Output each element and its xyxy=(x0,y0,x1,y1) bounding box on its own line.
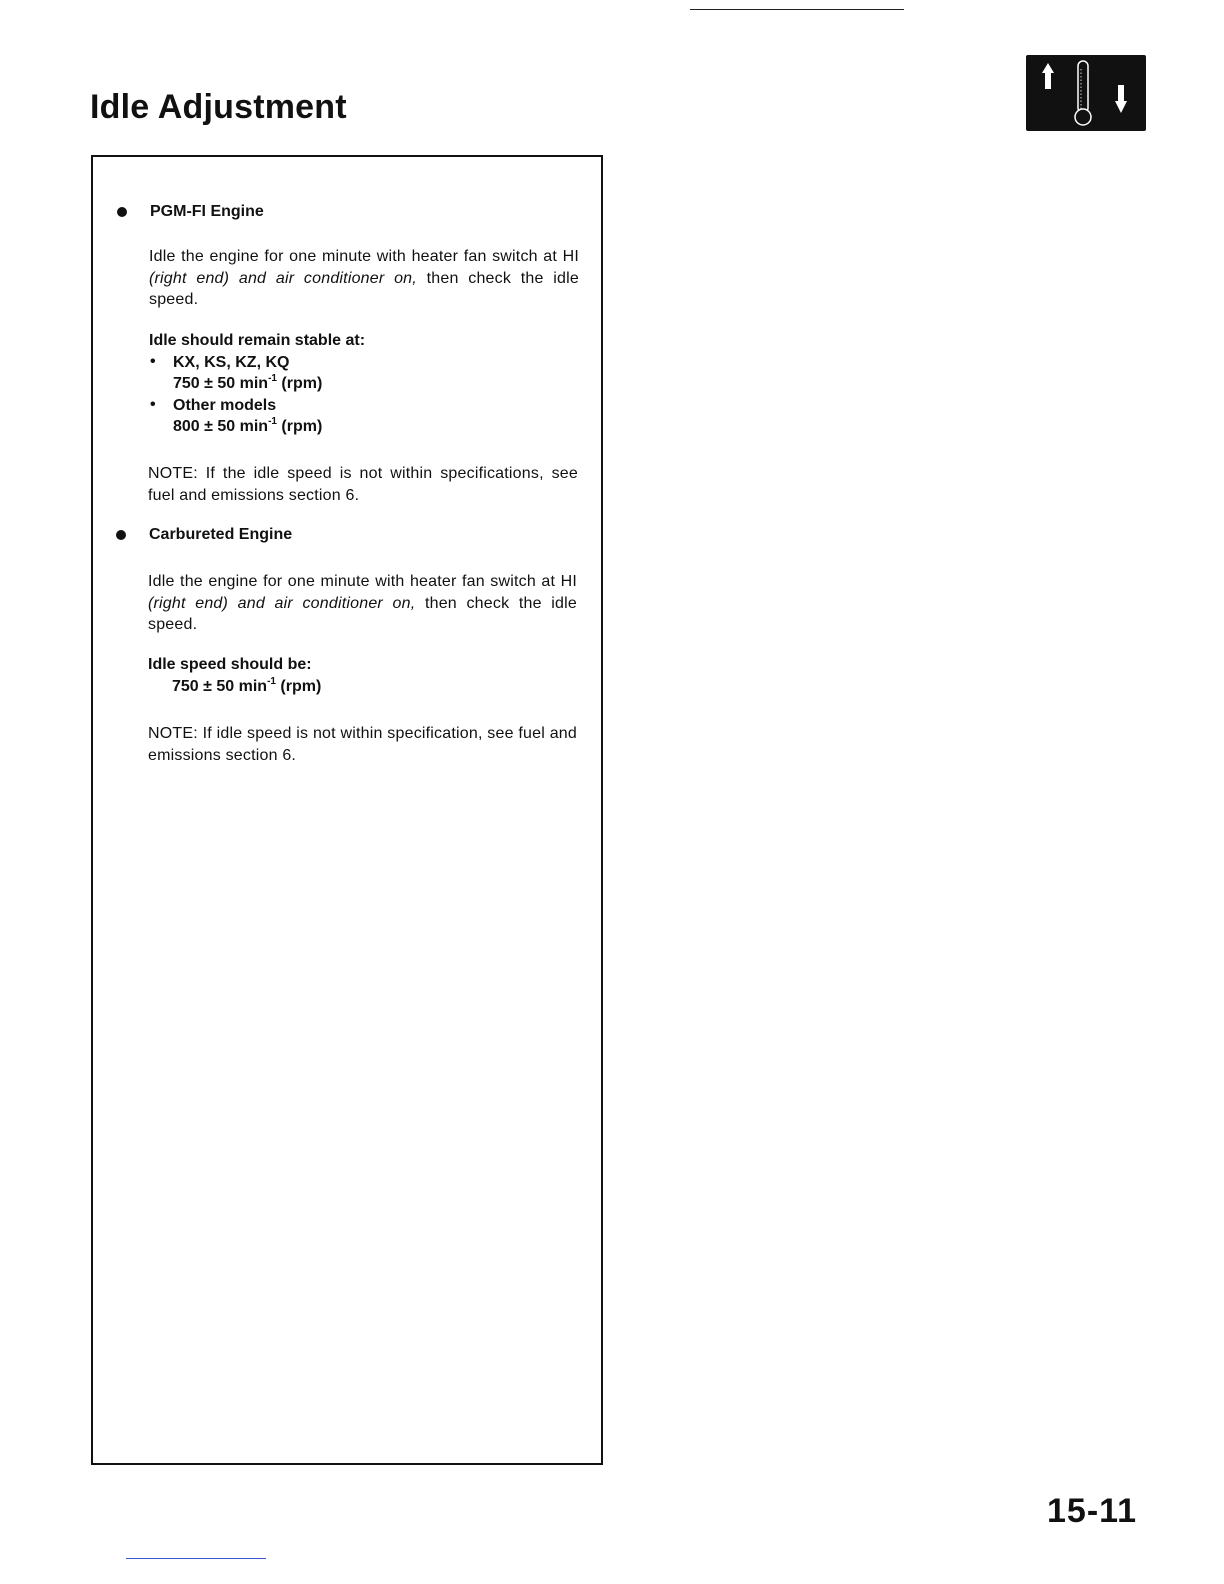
carbureted-instruction: Idle the engine for one minute with heater fan switch at HI (right end) and air conditioner on, then check the idle speed. xyxy=(148,573,577,633)
page-number: 15-11 xyxy=(1047,1492,1138,1530)
pgmfi-instruction: Idle the engine for one minute with heater fan switch at HI (right end) and air conditioner on, then check the idle speed. xyxy=(149,248,579,308)
model-label-kx: KX, KS, KZ, KQ xyxy=(173,354,290,371)
model-label-other: Other models xyxy=(173,397,277,414)
carbureted-spec-heading: Idle speed should be: xyxy=(148,656,312,673)
footer-rule xyxy=(126,1558,266,1559)
model-bullet: • xyxy=(150,353,156,370)
content-box xyxy=(91,155,603,1465)
bullet-carbureted xyxy=(116,530,126,540)
pgmfi-heading: PGM-FI Engine xyxy=(150,203,264,220)
pgmfi-spec-heading: Idle should remain stable at: xyxy=(149,332,366,349)
carbureted-heading: Carbureted Engine xyxy=(149,526,293,543)
pgmfi-note: NOTE: If the idle speed is not within specifications, see fuel and emissions section 6. xyxy=(148,465,578,504)
carbureted-spec: 750 ± 50 $\min^{-1} (rpm)$ xyxy=(172,676,322,695)
carbureted-note: NOTE: If idle speed is not within specification, see fuel and emissions section 6. xyxy=(148,725,577,764)
model-spec-other: 800 ± 50 $\min^{-1} (rpm)$ xyxy=(173,416,323,435)
bullet-pgmfi xyxy=(117,207,127,217)
header-rule xyxy=(690,9,904,10)
cooling-thermometer-icon xyxy=(1026,55,1146,131)
page-title: Idle Adjustment xyxy=(90,88,347,126)
model-bullet: • xyxy=(150,396,156,413)
model-spec-kx: 750 ± 50 $\min^{-1} (rpm)$ xyxy=(173,373,323,392)
